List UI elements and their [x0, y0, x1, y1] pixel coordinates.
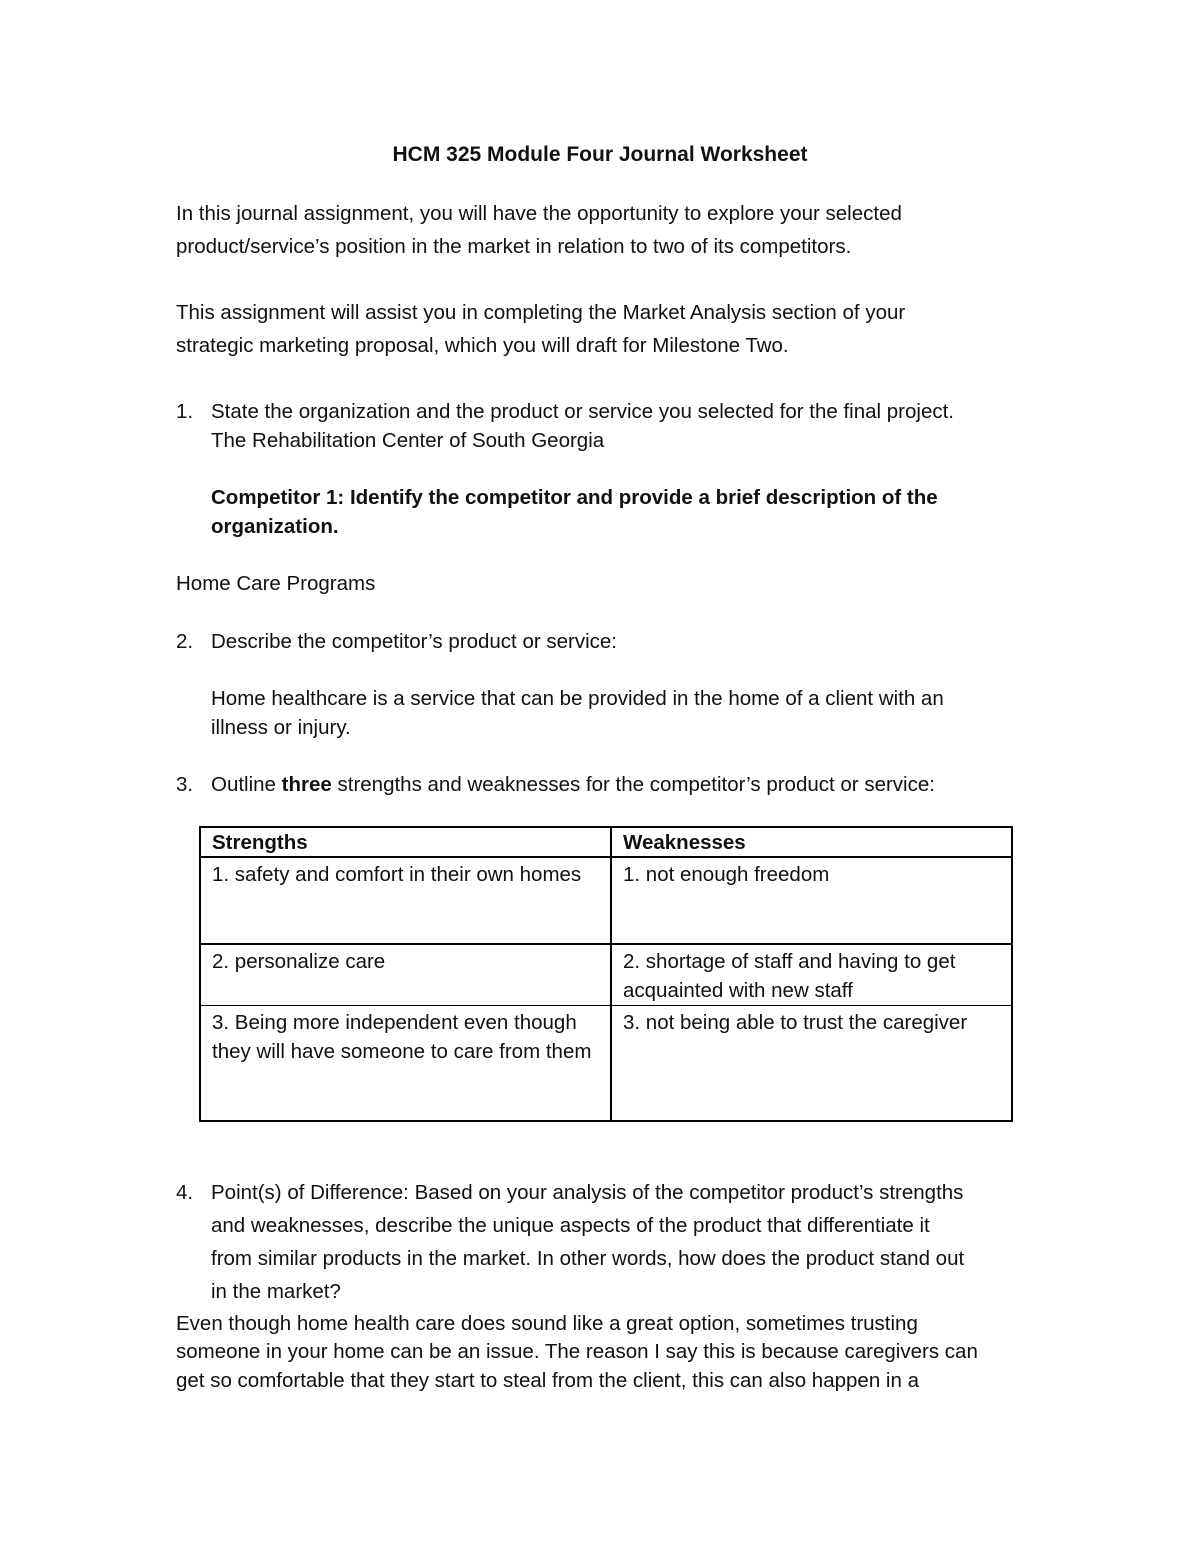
strengths-weaknesses-table — [199, 826, 1013, 1122]
strength-cell: 2. personalize care — [200, 944, 611, 1006]
table-row — [200, 857, 1012, 944]
q4-prompt-line-3: from similar products in the market. In other words, how does the product stand out — [211, 1247, 965, 1270]
q3-prompt-pre: Outline — [211, 773, 282, 796]
q2-answer-line-2: illness or injury. — [211, 716, 351, 739]
strengths-header: Strengths — [200, 827, 611, 857]
intro-line-2: product/service’s position in the market in relation to two of its competitors. — [176, 235, 852, 258]
table-row — [200, 944, 1012, 1006]
q3-number: 3. — [176, 773, 194, 796]
q2-number: 2. — [176, 630, 194, 653]
table-row — [200, 1006, 1012, 1122]
q4-prompt-line-2: and weaknesses, describe the unique aspects of the product that differentiate it — [211, 1214, 930, 1237]
q4-answer-line-3: get so comfortable that they start to steal from the client, this can also happen in a — [176, 1369, 919, 1392]
q1-number: 1. — [176, 400, 194, 423]
weakness-cell: 1. not enough freedom — [611, 857, 1012, 944]
assist-line-2: strategic marketing proposal, which you will draft for Milestone Two. — [176, 334, 789, 357]
strength-cell: 3. Being more independent even though they will have someone to care from them — [200, 1006, 611, 1122]
q3-prompt-post: strengths and weaknesses for the competitor’s product or service: — [331, 773, 935, 796]
competitor-heading-line-2: organization. — [211, 515, 339, 538]
q4-prompt-line-1: Point(s) of Difference: Based on your analysis of the competitor product’s strengths — [211, 1181, 964, 1204]
q4-answer-line-2: someone in your home can be an issue. The reason I say this is because caregivers can — [176, 1340, 978, 1363]
q4-number: 4. — [176, 1181, 194, 1204]
document-title: HCM 325 Module Four Journal Worksheet — [392, 143, 808, 166]
competitor-answer: Home Care Programs — [176, 572, 376, 595]
q3-prompt — [211, 773, 935, 797]
q1-prompt: State the organization and the product or service you selected for the final project. — [211, 400, 954, 423]
weaknesses-header: Weaknesses — [611, 827, 1012, 857]
q2-answer-line-1: Home healthcare is a service that can be provided in the home of a client with an — [211, 687, 944, 710]
table-header-row — [200, 827, 1012, 857]
weakness-cell: 2. shortage of staff and having to get acquainted with new staff — [611, 944, 1012, 1006]
q1-answer: The Rehabilitation Center of South Georgia — [211, 429, 605, 452]
assist-line-1: This assignment will assist you in completing the Market Analysis section of your — [176, 301, 906, 324]
q4-prompt-line-4: in the market? — [211, 1280, 341, 1303]
q4-answer-line-1: Even though home health care does sound like a great option, sometimes trusting — [176, 1312, 918, 1335]
strength-cell: 1. safety and comfort in their own homes — [200, 857, 611, 944]
q3-prompt-bold: three — [281, 773, 332, 796]
q2-prompt: Describe the competitor’s product or service: — [211, 630, 617, 653]
weakness-cell: 3. not being able to trust the caregiver — [611, 1006, 1012, 1122]
competitor-heading-line-1: Competitor 1: Identify the competitor and provide a brief description of the — [211, 486, 938, 509]
intro-line-1: In this journal assignment, you will have the opportunity to explore your selected — [176, 202, 902, 225]
